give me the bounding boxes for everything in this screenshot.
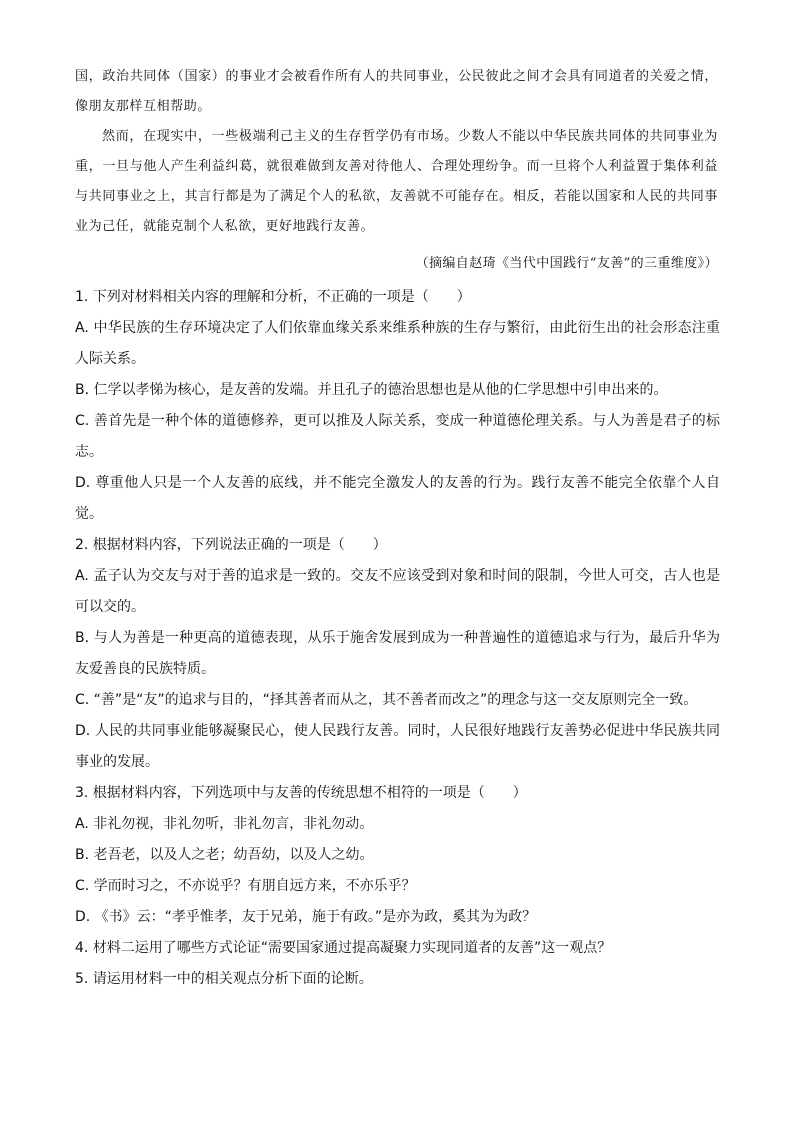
- question-3: [75, 778, 720, 933]
- option-b: B. 仁学以孝悌为核心，是友善的发端。并且孔子的德治思想也是从他的仁学思想中引申出来的。: [75, 382, 668, 398]
- passage-paragraph: 国，政治共同体（国家）的事业才会被看作所有人的共同事业，公民彼此之间才会具有同道者的关爱之情，像朋友那样互相帮助。: [75, 69, 718, 114]
- option-d: D. 人民的共同事业能够凝聚民心，使人民践行友善。同时，人民很好地践行友善势必促进中华民族共同事业的发展。: [75, 723, 720, 770]
- option-a: A. 非礼勿视，非礼勿听，非礼勿言，非礼勿动。: [75, 816, 374, 832]
- question-2: [75, 530, 720, 778]
- option-a: A. 孟子认为交友与对于善的追求是一致的。交友不应该受到对象和时间的限制，今世人可交，古人也是可以交的。: [75, 568, 720, 615]
- question-list: [75, 282, 720, 995]
- question-5: [75, 964, 720, 995]
- question-1: [75, 282, 720, 530]
- question-stem: 2. 根据材料内容，下列说法正确的一项是（ ）: [75, 537, 387, 553]
- passage-paragraph: 然而，在现实中，一些极端利己主义的生存哲学仍有市场。少数人不能以中华民族共同体的共同事业为重，一旦与他人产生利益纠葛，就很难做到友善对待他人、合理处理纷争。而一旦将个人利益置于集体利益与共同事业之上，其言行都是为了满足个人的私欲，友善就不可能存在。相反，若能以国家和人民的共同事业为己任，就能克制个人私欲，更好地践行友善。: [75, 129, 718, 234]
- option-c: C. 善首先是一种个体的道德修养，更可以推及人际关系，变成一种道德伦理关系。与人为善是君子的标志。: [75, 413, 720, 460]
- option-b: B. 与人为善是一种更高的道德表现，从乐于施舍发展到成为一种普遍性的道德追求与行为，最后升华为友爱善良的民族特质。: [75, 630, 720, 677]
- option-b: B. 老吾老，以及人之老；幼吾幼，以及人之幼。: [75, 847, 374, 863]
- question-stem: 4. 材料二运用了哪些方式论证“需要国家通过提高凝聚力实现同道者的友善”这一观点？: [75, 940, 612, 956]
- option-a: A. 中华民族的生存环境决定了人们依靠血缘关系来维系种族的生存与繁衍，由此衍生出的社会形态注重人际关系。: [75, 320, 720, 367]
- option-c: C. 学而时习之，不亦说乎？有朋自远方来，不亦乐乎？: [75, 878, 416, 894]
- option-d: D. 尊重他人只是一个人友善的底线，并不能完全激发人的友善的行为。践行友善不能完全依靠个人自觉。: [75, 475, 720, 522]
- passage-source: （摘编自赵琦《当代中国践行“友善”的三重维度》）: [415, 256, 718, 271]
- passage-text: [75, 62, 718, 242]
- question-4: [75, 933, 720, 964]
- option-c: C. “善”是“友”的追求与目的，“择其善者而从之，其不善者而改之”的理念与这一交友原则完全一致。: [75, 692, 698, 708]
- question-stem: 3. 根据材料内容，下列选项中与友善的传统思想不相符的一项是（ ）: [75, 785, 527, 801]
- question-stem: 5. 请运用材料一中的相关观点分析下面的论断。: [75, 971, 373, 987]
- option-d: D. 《书》云：“孝乎惟孝，友于兄弟，施于有政。”是亦为政，奚其为为政？: [75, 909, 537, 925]
- question-stem: 1. 下列对材料相关内容的理解和分析，不正确的一项是（ ）: [75, 289, 471, 305]
